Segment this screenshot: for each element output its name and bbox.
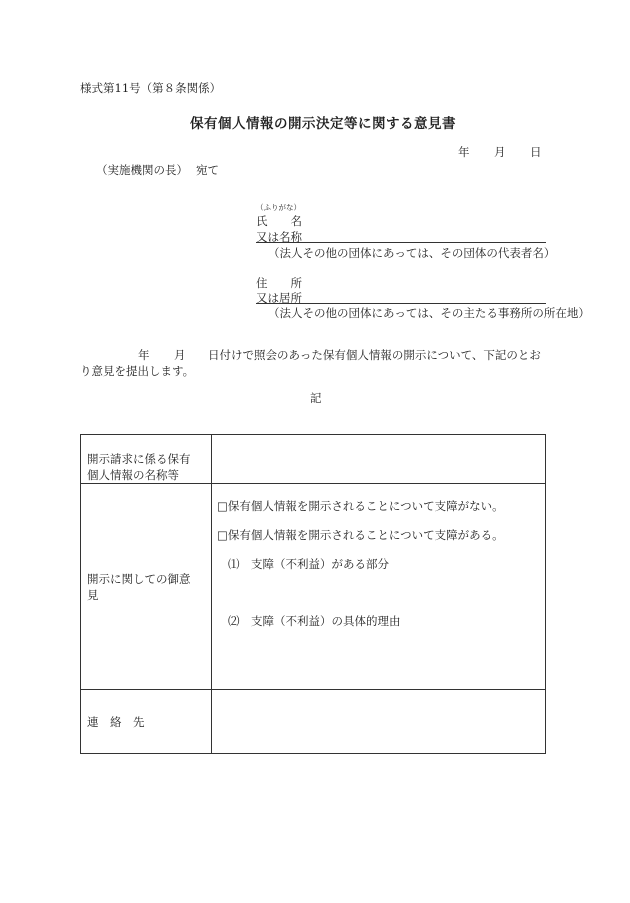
opinion-label: 開示に関しての御意見	[81, 484, 212, 690]
opinion-field	[212, 484, 546, 690]
address-note: （法人その他の団体にあっては、その主たる事務所の所在地）	[268, 306, 590, 320]
sub-item-1: ⑴ 支障（不利益）がある部分	[228, 557, 389, 571]
option-issue[interactable]: □保有個人情報を開示されることについて支障がある。	[217, 528, 504, 542]
address-underline	[256, 303, 546, 304]
date-day: 日	[530, 145, 542, 159]
furigana-label: （ふりがな）	[256, 203, 301, 212]
table-row	[81, 484, 546, 690]
name-label: 氏 名	[256, 214, 302, 228]
opinion-table	[80, 434, 546, 754]
table-row	[81, 435, 546, 484]
sub-item-2: ⑵ 支障（不利益）の具体的理由	[228, 614, 401, 628]
contact-label: 連 絡 先	[81, 690, 212, 754]
body-month: 月	[174, 348, 186, 362]
date-year: 年	[458, 145, 470, 159]
date-month: 月	[494, 145, 506, 159]
option-no-issue[interactable]: □保有個人情報を開示されることについて支障がない。	[217, 499, 504, 513]
address-label: 住 所	[256, 276, 302, 290]
name-alt-label: 又は名称	[256, 230, 302, 244]
contact-field[interactable]	[212, 690, 546, 754]
page-title: 保有個人情報の開示決定等に関する意見書	[190, 116, 456, 132]
name-note: （法人その他の団体にあっては、その団体の代表者名）	[268, 246, 556, 260]
table-row	[81, 690, 546, 754]
addressee-org: （実施機関の長）	[96, 163, 188, 177]
ki-heading: 記	[310, 391, 322, 405]
body-line1: 日付けで照会のあった保有個人情報の開示について、下記のとお	[208, 348, 541, 362]
form-number: 様式第11号（第８条関係）	[80, 81, 222, 95]
body-year: 年	[138, 348, 150, 362]
name-underline	[256, 242, 546, 243]
request-info-field[interactable]	[212, 435, 546, 484]
body-line2: り意見を提出します。	[80, 364, 195, 378]
address-alt-label: 又は居所	[256, 291, 302, 305]
request-info-label: 開示請求に係る保有個人情報の名称等	[81, 435, 212, 484]
addressee-suffix: 宛て	[196, 163, 219, 177]
